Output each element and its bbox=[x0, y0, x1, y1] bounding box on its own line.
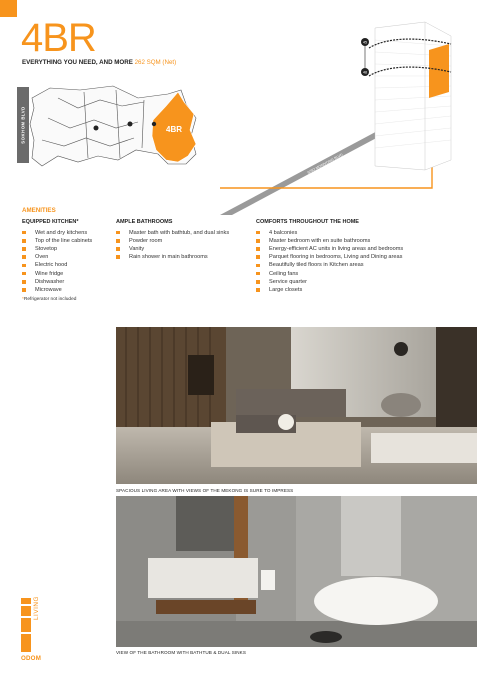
amenity-list bbox=[22, 229, 92, 295]
list-item: Electric hood bbox=[22, 261, 92, 269]
page-subtitle bbox=[22, 59, 176, 66]
tower-body bbox=[375, 22, 451, 170]
logo-living: LIVING bbox=[33, 596, 40, 620]
list-item: Microwave bbox=[22, 286, 92, 294]
plan-marker bbox=[152, 122, 156, 126]
amenity-list bbox=[116, 229, 229, 262]
amenity-column-bathrooms bbox=[116, 219, 229, 261]
list-item: Master bedroom with en suite bathrooms bbox=[256, 237, 403, 245]
living-room-caption: SPACIOUS LIVING AREA WITH VIEWS OF THE MEKONG IS SURE TO IMPRESS bbox=[116, 488, 294, 493]
logo-word: ODOM bbox=[21, 655, 42, 662]
floor-mark-top-label: 45 bbox=[363, 40, 367, 45]
dining-table bbox=[371, 433, 477, 463]
vanity-shelf bbox=[156, 600, 256, 614]
tower-highlight bbox=[429, 44, 449, 98]
list-item: Top of the line cabinets bbox=[22, 237, 92, 245]
footnote bbox=[22, 297, 76, 302]
logo-block bbox=[21, 618, 31, 632]
tower-diagram bbox=[355, 20, 465, 178]
floor-lamp bbox=[278, 414, 294, 430]
amenity-list bbox=[256, 229, 403, 295]
column-heading: COMFORTS THROUGHOUT THE HOME bbox=[256, 219, 359, 225]
logo-block bbox=[21, 606, 31, 616]
window-wall bbox=[341, 496, 401, 576]
list-item: Oven bbox=[22, 253, 92, 261]
vanity-counter bbox=[148, 558, 258, 598]
logo-block bbox=[21, 634, 31, 652]
amenities-title: AMENITIES bbox=[22, 207, 56, 214]
footnote-star: * bbox=[22, 297, 24, 302]
mirror bbox=[176, 496, 236, 551]
logo-block bbox=[21, 598, 31, 604]
living-room-photo bbox=[116, 327, 477, 484]
plan-marker bbox=[94, 126, 99, 131]
list-item: Wine fridge bbox=[22, 270, 92, 278]
unit-4br-label: 4BR bbox=[166, 125, 183, 134]
column-heading: AMPLE BATHROOMS bbox=[116, 219, 173, 225]
list-item: 4 balconies bbox=[256, 229, 403, 237]
diagonal-road-label: SISO MONIVONG BLVD bbox=[306, 152, 344, 175]
side-road-text: SOKHOM BLVD bbox=[20, 106, 26, 144]
pendant-lamp bbox=[394, 342, 408, 356]
shelving bbox=[436, 327, 477, 437]
floor-plan bbox=[18, 84, 218, 170]
list-item: Vanity bbox=[116, 245, 229, 253]
list-item: Rain shower in main bathrooms bbox=[116, 253, 229, 261]
list-item: Wet and dry kitchens bbox=[22, 229, 92, 237]
list-item: Master bath with bathtub, and dual sinks bbox=[116, 229, 229, 237]
amenity-column-comforts bbox=[256, 219, 403, 294]
plan-marker bbox=[128, 122, 133, 127]
column-heading: EQUIPPED KITCHEN* bbox=[22, 219, 79, 225]
list-item: Powder room bbox=[116, 237, 229, 245]
subtitle-main: EVERYTHING YOU NEED, AND MORE bbox=[22, 59, 133, 66]
toilet bbox=[261, 570, 275, 590]
bathroom-caption: VIEW OF THE BATHROOM WITH BATHTUB & DUAL SINKS bbox=[116, 650, 247, 655]
amenity-column-kitchen bbox=[22, 219, 92, 294]
bathroom-photo bbox=[116, 496, 477, 647]
list-item: Parquet flooring in bedrooms, Living and Dining areas bbox=[256, 253, 403, 261]
side-table bbox=[310, 631, 342, 643]
wall-niche bbox=[188, 355, 214, 395]
list-item: Large closets bbox=[256, 286, 403, 294]
list-item: Service quarter bbox=[256, 278, 403, 286]
list-item: Ceiling fans bbox=[256, 270, 403, 278]
corner-tab bbox=[0, 0, 17, 17]
floor bbox=[116, 621, 477, 647]
bathtub bbox=[314, 577, 438, 625]
sofa bbox=[236, 389, 346, 417]
floor-mark-bottom-label: 48 bbox=[363, 70, 367, 75]
footnote-text: Refrigerator not included bbox=[23, 297, 77, 302]
list-item: Energy-efficient AC units in living areas and bedrooms bbox=[256, 245, 403, 253]
list-item: Beautifully tiled floors in Kitchen areas bbox=[256, 261, 403, 269]
armchair bbox=[381, 393, 421, 417]
page-title: 4BR bbox=[21, 16, 96, 60]
subtitle-area: 262 SQM (Net) bbox=[134, 59, 177, 66]
list-item: Stovetop bbox=[22, 245, 92, 253]
list-item: Dishwasher bbox=[22, 278, 92, 286]
